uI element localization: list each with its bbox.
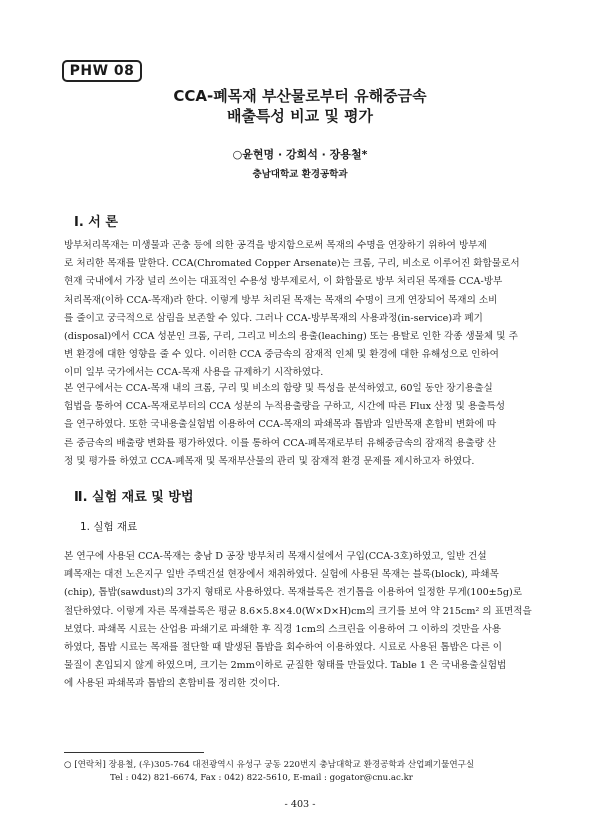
title-line-1: CCA-폐목재 부산물로부터 유해중금속: [173, 87, 427, 105]
text-line: 보였다. 파쇄목 시료는 산업용 파쇄기로 파쇄한 후 직경 1cm의 스크린을 이용하여 그 이하의 것만을 사용: [64, 623, 502, 635]
text-line: 폐목재는 대전 노은지구 일반 주택건설 현장에서 채취하였다. 실험에 사용된 목재는 블록(block), 파쇄목: [64, 569, 499, 581]
text-line: 을 연구하였다. 또한 국내용출실험법 이용하여 CCA-목재의 파쇄목과 톱밥과 일반목재 혼합비 변화에 따: [64, 419, 497, 431]
author-list: ○윤현명 · 강희석 · 장용철*: [232, 148, 368, 161]
text-line: 절단하였다. 이렇게 자른 목재블록은 평균 8.6×5.8×4.0(W×D×H)cm의 크기를 보여 약 215cm² 의 표면적을: [64, 605, 532, 617]
materials-paragraph: [64, 548, 536, 694]
text-line: 정 및 평가를 하였고 CCA-폐목재 및 목재부산물의 관리 및 잠재적 환경 문제를 제시하고자 하였다.: [64, 455, 475, 467]
text-line: (disposal)에서 CCA 성분인 크롬, 구리, 그리고 비소의 용출(leaching) 또는 용탈로 인한 각종 생물체 및 주: [64, 331, 518, 343]
text-line: (chip), 톱밥(sawdust)의 3가지 형태로 사용하였다. 목재블록은 전기톱을 이용하여 일정한 무게(100±5g)로: [64, 587, 522, 599]
text-line: 이미 일부 국가에서는 CCA-목재 사용을 규제하기 시작하였다.: [64, 367, 324, 379]
intro-paragraph-1: [64, 237, 536, 383]
section-heading-introduction: Ⅰ. 서 론: [74, 215, 118, 230]
text-line: 를 줄이고 궁극적으로 삼림을 보존할 수 있다. 그러나 CCA-방부목재의 사용과정(in-service)과 폐기: [64, 312, 483, 324]
text-line: 처리목재(이하 CCA-목재)라 한다. 이렇게 방부 처리된 목재는 목재의 수명이 크게 연장되어 목재의 소비: [64, 294, 498, 306]
subsection-heading-materials: 1. 실험 재료: [80, 521, 138, 533]
text-line: 본 연구에 사용된 CCA-목재는 충남 D 공장 방부처리 목재시설에서 구입(CCA-3호)하였고, 일반 건설: [64, 551, 487, 562]
text-line: 본 연구에서는 CCA-목재 내의 크롬, 구리 및 비소의 함량 및 특성을 분석하였고, 60일 동안 장기용출실: [64, 383, 493, 394]
text-line: 하였다, 톱밥 시료는 목재를 절단할 때 발생된 톱밥을 회수하여 이용하였다. 시료로 사용된 톱밥은 다른 이: [64, 642, 503, 654]
text-line: 현재 국내에서 가장 널리 쓰이는 대표적인 수용성 방부제로서, 이 화합물로 방부 처리된 목재를 CCA-방부: [64, 276, 503, 288]
session-badge: PHW 08: [62, 60, 142, 82]
intro-paragraph-2: [64, 380, 536, 471]
text-line: 로 처리한 목재를 말한다. CCA(Chromated Copper Arsenate)는 크롬, 구리, 비소로 이루어진 화합물로서: [64, 258, 520, 270]
title-line-2: 배출특성 비교 및 평가: [226, 107, 374, 125]
text-line: 방부처리목재는 미생물과 곤충 등에 의한 공격을 방지함으로써 목재의 수명을 연장하기 위하여 방부제: [64, 240, 487, 251]
affiliation: 충남대학교 환경공학과: [252, 169, 348, 180]
text-line: 른 중금속의 배출량 변화를 평가하였다. 이를 통하여 CCA-폐목재로부터 유해중금속의 잠재적 용출량 산: [64, 437, 497, 449]
footnote-phone-email: Tel : 042) 821-6674, Fax : 042) 822-5610, E-mail : gogator@cnu.ac.kr: [110, 773, 413, 783]
text-line: 에 사용된 파쇄목과 톱밥의 혼합비를 정리한 것이다.: [64, 678, 280, 690]
section-heading-methods: Ⅱ. 실험 재료 및 방법: [74, 490, 194, 505]
page-number: - 403 -: [284, 799, 316, 810]
text-line: 변 환경에 대한 영향을 줄 수 있다. 이러한 CCA 중금속의 잠재적 인체 및 환경에 대한 유해성으로 인하여: [64, 349, 499, 361]
footnote-divider: [64, 752, 204, 753]
text-line: 험법을 통하여 CCA-목재로부터의 CCA 성분의 누적용출량을 구하고, 시간에 따른 Flux 산정 및 용출특성: [64, 401, 506, 413]
footnote-contact: ○ [연락처] 장용철, (우)305-764 대전광역시 유성구 궁동 220번지 충남대학교 환경공학과 산업폐기물연구실: [64, 760, 475, 770]
text-line: 물질이 혼입되지 않게 하였으며, 크기는 2mm이하로 균질한 형태를 만들었다. Table 1 은 국내용출실험법: [64, 660, 507, 672]
